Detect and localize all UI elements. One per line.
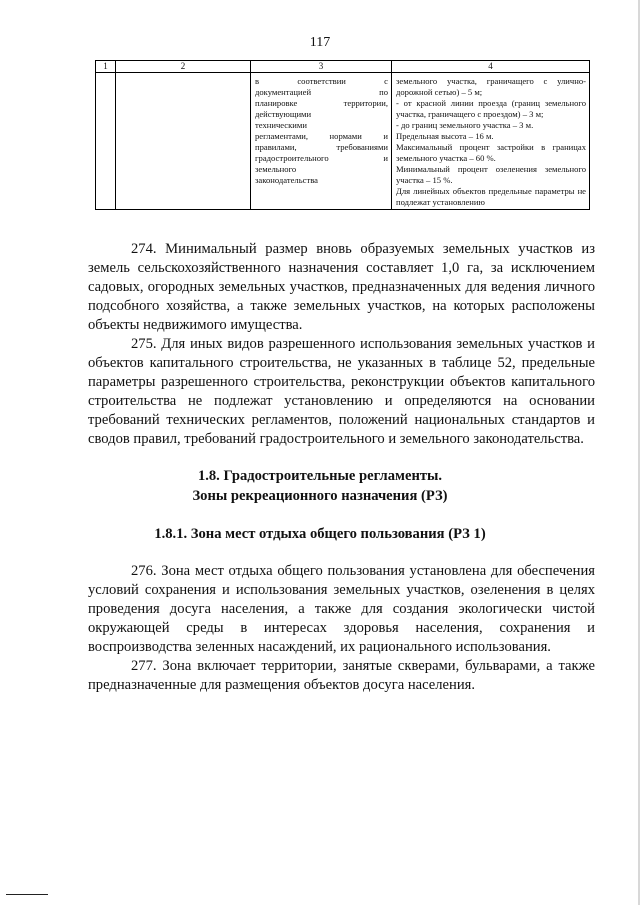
col3-line: в соответствии с (255, 76, 388, 86)
col3-line: земельного (255, 164, 297, 174)
col4-item: земельного участка, граничащего с улично-дорожной сетью) – 5 м; (396, 76, 586, 97)
paragraph-275: 275. Для иных видов разрешенного использования земельных участков и объектов капитального строительства, не указанных в таблице 52, предельные параметры разрешенного строительства, реконструкции объектов капитального строительства не подлежат установлению и определяются на основании требований технических регламентов, положений национальных стандартов и сводов правил, требований градостроительного и земельного законодательства. (88, 336, 595, 447)
table-header-row (96, 61, 590, 73)
paragraph-274: 274. Минимальный размер вновь образуемых земельных участков из земель сельскохозяйственного назначения составляет 1,0 га, за исключением садовых, огородных земельных участков, предназначенных для ведения личного подсобного хозяйства, а также земельных участков, на которых расположены объекты недвижимого имущества. (88, 241, 595, 333)
table-cell-col1 (96, 73, 116, 210)
table-header-cell: 3 (251, 61, 392, 73)
col4-item: - от красной линии проезда (границ земельного участка, граничащего с проездом) – 3 м; (396, 98, 586, 119)
paragraph-276: 276. Зона мест отдыха общего пользования установлена для обеспечения условий сохранения и использования земельных участков, озеленения в целях проведения досуга населения, а также для создания экологически чистой окружающей среды в интересах здоровья населения, сохранения и воспроизводства зеленных насаждений, их рационального использования. (88, 563, 595, 655)
col3-line: техническими (255, 120, 307, 130)
table-header-cell: 1 (96, 61, 116, 73)
table-cell-col3 (251, 73, 392, 210)
section-heading-subtitle: Зоны рекреационного назначения (РЗ) (192, 488, 448, 504)
subsection-heading: 1.8.1. Зона мест отдыха общего пользования (РЗ 1) (154, 526, 486, 542)
col4-item: Максимальный процент застройки в границах земельного участка – 60 %. (396, 142, 586, 163)
table-header-cell: 4 (392, 61, 590, 73)
table-cell-col4 (392, 73, 590, 210)
col4-item: Предельная высота – 16 м. (396, 131, 494, 141)
continuation-table (95, 60, 590, 210)
col4-item: - до границ земельного участка – 3 м. (396, 120, 534, 130)
table-header-cell: 2 (116, 61, 251, 73)
table-cell-col2 (116, 73, 251, 210)
col4-item: Минимальный процент озеленения земельного участка – 15 %. (396, 164, 586, 185)
col4-item: Для линейных объектов предельные параметры не подлежат установлению (396, 186, 586, 207)
col3-line: градостроительного и (255, 153, 388, 163)
body-text-top (88, 240, 595, 449)
col3-line: действующими (255, 109, 312, 119)
col3-line: планировке территории, (255, 98, 388, 108)
col3-line: правилами, требованиями (255, 142, 388, 152)
col3-line: регламентами, нормами и (255, 131, 388, 141)
page-number: 117 (309, 35, 331, 50)
section-heading: 1.8. Градостроительные регламенты. (197, 468, 443, 484)
col3-line: законодательства (255, 175, 318, 185)
footnote-separator (6, 894, 48, 895)
table-row (96, 73, 590, 210)
col3-line: документацией по (255, 87, 388, 97)
body-text-bottom (88, 562, 595, 695)
paragraph-277: 277. Зона включает территории, занятые скверами, бульварами, а также предназначенные для размещения объектов досуга населения. (88, 658, 595, 693)
